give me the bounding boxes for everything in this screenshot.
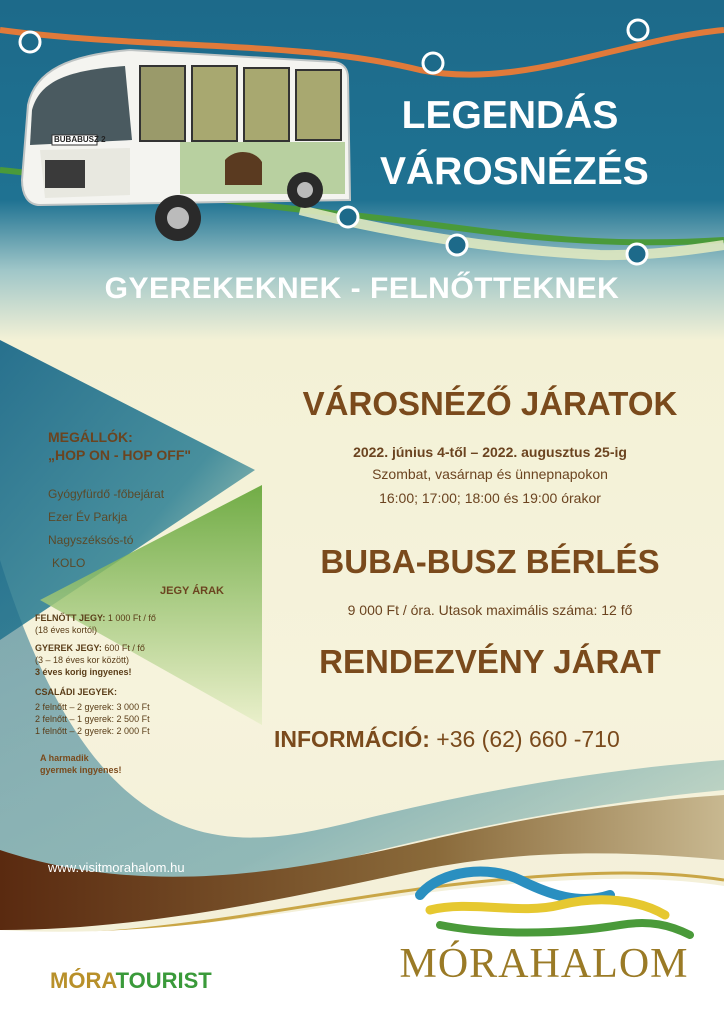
stop-item: KOLO (52, 556, 86, 570)
info-phone[interactable]: +36 (62) 660 -710 (436, 726, 620, 752)
website-link[interactable]: www.visitmorahalom.hu (48, 860, 185, 875)
adult-ticket: FELNŐTT JEGY: 1 000 Ft / fő (18 éves kortól) (35, 613, 156, 635)
route-stop-icon (447, 235, 467, 255)
route-stop-icon (627, 244, 647, 264)
route-stop-icon (423, 53, 443, 73)
third-child-note: A harmadik gyermek ingyenes! (40, 753, 122, 775)
routes-title: VÁROSNÉZŐ JÁRATOK (302, 385, 678, 422)
info-label: INFORMÁCIÓ: (274, 726, 430, 752)
title-line-1: LEGENDÁS (401, 94, 619, 137)
route-stop-icon (338, 207, 358, 227)
rental-text: 9 000 Ft / óra. Utasok maximális száma: 12 fő (347, 602, 633, 618)
route-stop-icon (20, 32, 40, 52)
rental-title: BUBA-BUSZ BÉRLÉS (320, 543, 660, 580)
route-stop-icon (628, 20, 648, 40)
moratourist-logo: MÓRATOURIST (50, 968, 212, 993)
morahalom-logo-text: MÓRAHALOM (399, 941, 689, 987)
routes-days: Szombat, vasárnap és ünnepnapokon (372, 466, 608, 482)
stops-subtitle: „HOP ON - HOP OFF" (48, 447, 192, 463)
stop-item: Nagyszéksós-tó (48, 533, 134, 547)
stops-title: MEGÁLLÓK: „HOP ON - HOP OFF" (48, 429, 192, 463)
stop-item: Gyógyfürdő -főbejárat (48, 487, 165, 501)
subtitle: GYEREKEKNEK - FELNŐTTEKNEK (104, 272, 620, 305)
tickets-title: JEGY ÁRAK (160, 585, 224, 597)
event-title: RENDEZVÉNY JÁRAT (319, 643, 661, 680)
info-line (274, 726, 620, 753)
family-tickets: CSALÁDI JEGYEK: 2 felnőtt – 2 gyerek: 3 000 Ft 2 felnőtt – 1 gyerek: 2 500 Ft 1 felnőtt – 2 gyerek: 2 000 Ft (35, 687, 150, 736)
child-ticket: GYEREK JEGY: 600 Ft / fő (3 – 18 éves kor között) 3 éves korig ingyenes! (35, 643, 145, 677)
routes-dates: 2022. június 4-től – 2022. augusztus 25-ig (353, 444, 627, 460)
stop-item: Ezer Év Parkja (48, 510, 128, 524)
routes-times: 16:00; 17:00; 18:00 és 19:00 órakor (379, 490, 601, 506)
title-line-2: VÁROSNÉZÉS (380, 150, 649, 193)
bus-plate: BUBABUSZ 2 (54, 135, 106, 144)
